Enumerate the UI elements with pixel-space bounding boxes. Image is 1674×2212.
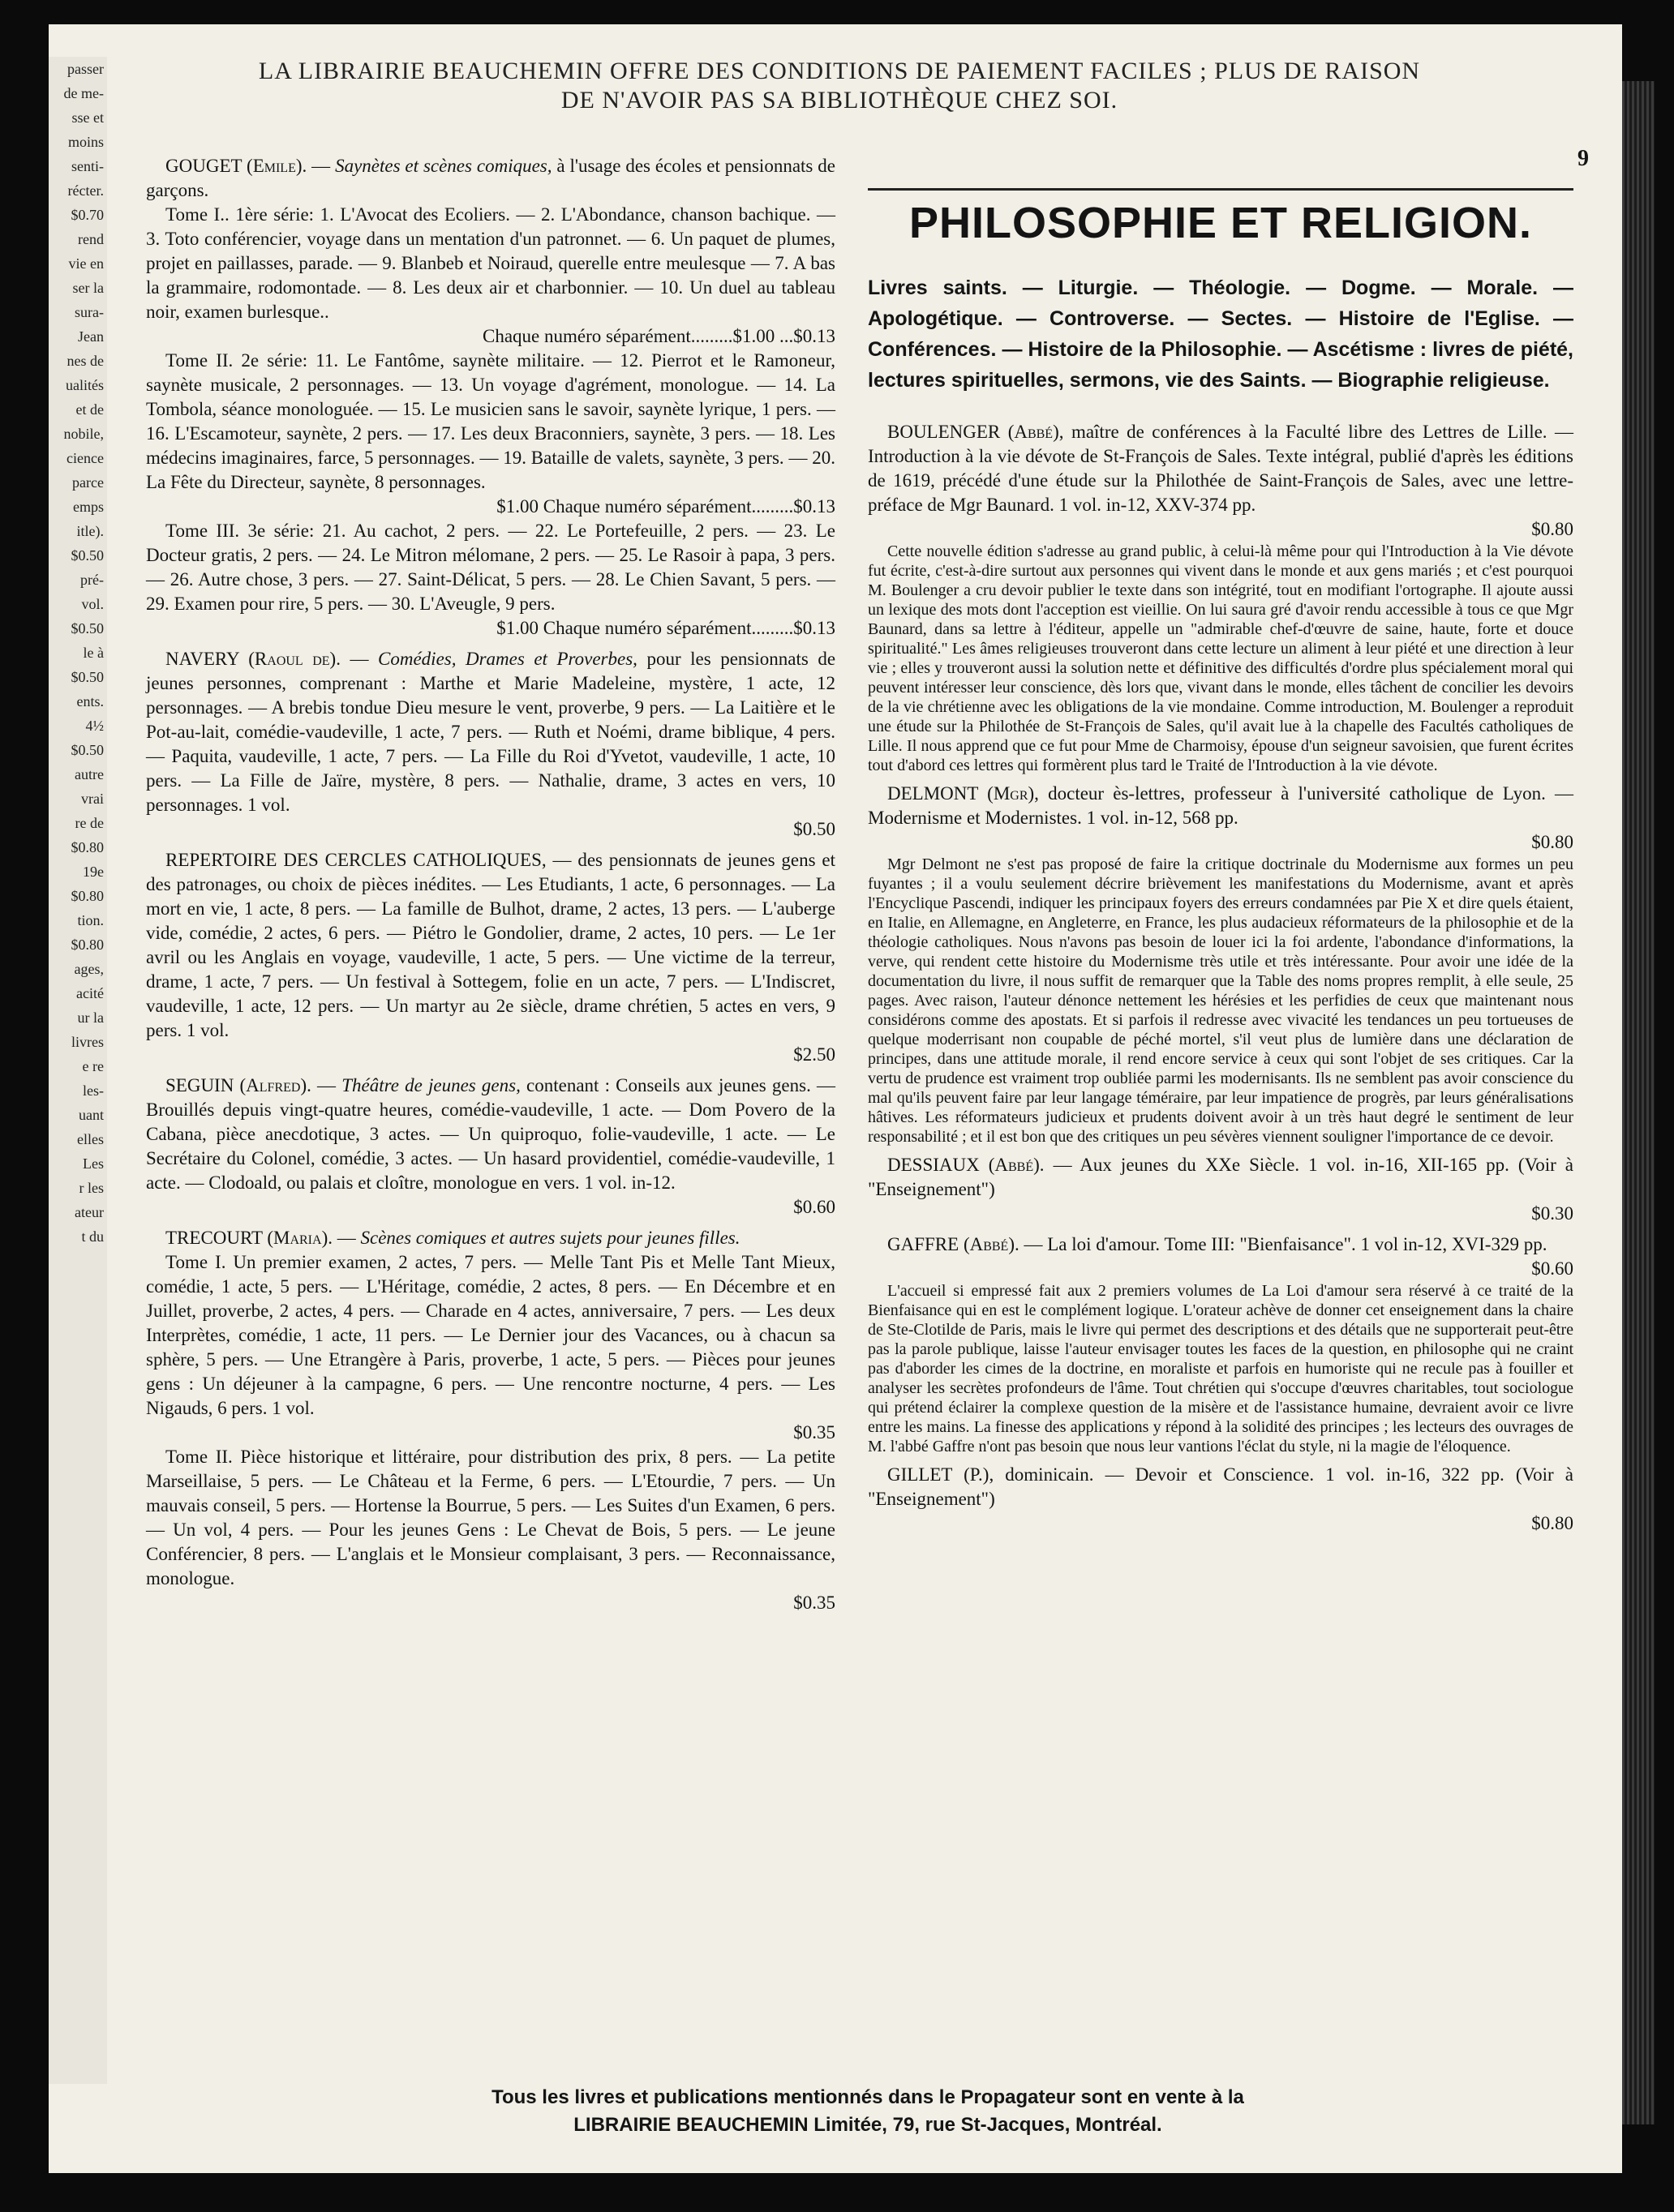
entry-description: maître de conférences à la Faculté libre des Lettres de Lille. — Introduction à la vie dévote de St-François de Sales. Texte intégral, publié d'après les éditions de 1619, précédé d'une étude sur la Philothée de Saint-François de Sales, avec une lettre-préface de Mgr Baunard. 1 vol. in-12, XXV-374 pp.	[868, 422, 1573, 515]
catalog-entry	[868, 1153, 1573, 1226]
section-title: PHILOSOPHIE ET RELIGION.	[908, 199, 1533, 247]
entry-price: $0.30	[1531, 1203, 1573, 1224]
entry-author: GOUGET (Emile).	[165, 156, 307, 176]
strip-line: vrai	[81, 791, 104, 807]
strip-line: $0.50	[71, 547, 104, 564]
strip-line: 4½	[85, 718, 104, 734]
entry-price: $0.35	[793, 1593, 835, 1613]
entry-description: pour les pensionnats de jeunes personnes, comprenant : Marthe et Marie Madeleine, mystère, 1 acte, 12 personnages. — A brebis tondue Dieu mesure le vent, proverbe, 9 pers. — La Laitière et le Pot-au-lait, comédie-vaudeville, 1 acte, 7 pers. — Ruth et Noémi, drame biblique, 4 pers. — Paquita, vaudeville, 1 acte, 7 pers. — La Fille du Roi d'Yvetot, vaudeville, 1 acte, 10 pers. — La Fille de Jaïre, mystère, 8 pers. — Nathalie, drame, 3 actes en vers, 10 personnages. 1 vol.	[146, 649, 836, 815]
header-line-1: LA LIBRAIRIE BEAUCHEMIN OFFRE DES CONDITIONS DE PAIEMENT FACILES ; PLUS DE RAISON	[258, 58, 1421, 84]
entry-volume: Tome III. 3e série: 21. Au cachot, 2 pers. — 22. Le Portefeuille, 2 pers. — 23. Le Docteur gratis, 2 pers. — 24. Le Mitron mélomane, 2 pers. — 25. Le Rasoir à papa, 3 pers. — 26. Autre chose, 3 pers. — 27. Saint-Délicat, 5 pers. — 28. Le Chien Savant, 5 pers. — 29. Examen pour rire, 5 pers. — 30. L'Aveugle, 9 pers.	[146, 521, 835, 614]
entry-price: $1.00 Chaque numéro séparément.........$0.13	[496, 618, 835, 638]
strip-line: senti-	[71, 158, 104, 174]
entry-volume: Tome I.. 1ère série: 1. L'Avocat des Ecoliers. — 2. L'Abondance, chanson bachique. — 3. Toto conférencier, voyage dans un mentation d'un patronnet. — 6. Un paquet de plumes, projet en paillasses, parade. — 9. Blanbeb et Noiraud, querelle entre meulesque — 7. A bas la grammaire, rodomontade. — 8. Les deux air et charbonnier. — 10. Un duel au tableau noir, examen burlesque..	[146, 204, 835, 322]
strip-line: sura-	[75, 304, 104, 320]
right-column	[868, 186, 1573, 1542]
catalog-entry	[868, 1232, 1573, 1456]
entry-heading: GOUGET (Emile). — Saynètes et scènes comiques, à l'usage des écoles et pensionnats de garçons.	[146, 156, 835, 200]
strip-line: moins	[67, 134, 104, 150]
strip-line: $0.80	[71, 839, 104, 855]
entry-description: dominicain. — Devoir et Conscience. 1 vol. in-16, 322 pp. (Voir à "Enseignement")	[868, 1464, 1573, 1509]
strip-line: tion.	[77, 912, 104, 928]
entry-price: $0.80	[1531, 832, 1573, 852]
catalog-entry	[146, 1226, 835, 1615]
strip-line: re de	[75, 815, 104, 831]
entry-author: GILLET (P.),	[887, 1464, 994, 1485]
entry-heading	[868, 1232, 1573, 1257]
strip-line: $0.50	[71, 669, 104, 685]
entry-title: Comédies, Drames et Proverbes,	[378, 649, 637, 669]
catalog-entry	[146, 154, 835, 641]
catalog-entry	[146, 848, 835, 1067]
entry-price: $0.60	[1531, 1258, 1573, 1279]
catalog-entry	[868, 420, 1573, 775]
entry-heading	[868, 1463, 1573, 1511]
strip-line: r les	[79, 1180, 104, 1196]
strip-line: itle).	[76, 523, 104, 539]
catalog-entry	[146, 1074, 835, 1220]
strip-line: ser la	[72, 280, 104, 296]
entry-heading: TRECOURT (Maria). — Scènes comiques et autres sujets pour jeunes filles.	[165, 1228, 740, 1248]
entry-price: $0.80	[1531, 1513, 1573, 1533]
strip-line: ents.	[76, 693, 104, 709]
strip-line: les-	[83, 1082, 104, 1099]
strip-line: pré-	[80, 572, 104, 588]
entry-price: $0.80	[1531, 519, 1573, 539]
entry-description: — Aux jeunes du XXe Siècle. 1 vol. in-16, XII-165 pp. (Voir à "Enseignement")	[868, 1155, 1573, 1199]
strip-line: ur la	[77, 1010, 104, 1026]
entry-description: docteur ès-lettres, professeur à l'université catholique de Lyon. — Modernisme et Modernistes. 1 vol. in-12, 568 pp.	[868, 783, 1573, 828]
entry-author: REPERTOIRE DES CERCLES CATHOLIQUES,	[165, 850, 547, 870]
page-header	[170, 57, 1509, 115]
strip-line: Jean	[78, 328, 104, 345]
entry-heading: NAVERY (Raoul de). — Comédies, Drames et Proverbes, pour les pensionnats de jeunes personnes, comprenant : Marthe et Marie Madeleine, mystère, 1 acte, 12 personnages. — A brebis tondue Dieu mesure le vent, proverbe, 9 pers. — La Laitière et le Pot-au-lait, comédie-vaudeville, 1 acte, 7 pers. — Ruth et Noémi, drame biblique, 4 pers. — Paquita, vaudeville, 1 acte, 7 pers. — La Fille du Roi d'Yvetot, vaudeville, 1 acte, 10 pers. — La Fille de Jaïre, mystère, 8 pers. — Nathalie, drame, 3 actes en vers, 10 personnages. 1 vol.	[146, 649, 836, 815]
strip-line: Les	[83, 1155, 104, 1172]
entry-author: DELMONT (Mgr),	[887, 783, 1039, 804]
right-entries	[868, 420, 1573, 1536]
page-sheet	[49, 24, 1622, 2173]
strip-line: $0.50	[71, 742, 104, 758]
entry-price: $2.50	[793, 1044, 835, 1065]
entry-volume: Tome I. Un premier examen, 2 actes, 7 pers. — Melle Tant Pis et Melle Tant Mieux, comédie, 1 acte, 5 pers. — L'Héritage, comédie, 2 actes, 8 pers. — En Décembre et en Juillet, proverbe, 2 actes, 4 pers. — Charade en 4 actes, anniversaire, 7 pers. — Les deux Interprètes, comédie, 1 acte, 11 pers. — Le Dernier jour des Vacances, ou à chacun sa sphère, 5 pers. — Une Etrangère à Paris, proverbe, 1 acte, 5 pers. — Pièces pour jeunes gens : Un déjeuner à la campagne, 6 pers. — Une rencontre nocturne, 4 pers. — Les Nigauds, 6 pers. 1 vol.	[146, 1252, 835, 1418]
entry-author: BOULENGER (Abbé),	[887, 422, 1064, 442]
entry-author: GAFFRE (Abbé).	[887, 1234, 1019, 1254]
entry-price: Chaque numéro séparément.........$1.00 ...$0.13	[483, 326, 835, 346]
entry-author: SEGUIN (Alfred).	[165, 1075, 311, 1095]
strip-line: rend	[78, 231, 104, 247]
strip-line: elles	[77, 1131, 104, 1147]
strip-line: $0.70	[71, 207, 104, 223]
entry-volume: Tome II. 2e série: 11. Le Fantôme, saynète militaire. — 12. Pierrot et le Ramoneur, saynète musicale, 2 personnages. — 13. Un voyage d'agrément, monologue. — 14. La Tombola, séance monologuée. — 15. Le musicien sans le savoir, saynète lyrique, 1 pers. — 16. L'Escamoteur, saynète, 2 pers. — 17. Les deux Braconniers, saynète, 3 pers. — 18. Les médecins imaginaires, farce, 5 personnages. — 19. Bataille de valets, saynète, 3 pers. — 20. La Fête du Directeur, saynète, 8 personnages.	[146, 350, 835, 492]
entry-title: Scènes comiques et autres sujets pour jeunes filles.	[360, 1228, 740, 1248]
entry-author: DESSIAUX (Abbé).	[887, 1155, 1045, 1175]
footer-line-1: Tous les livres et publications mentionnés dans le Propagateur sont en vente à la	[491, 2086, 1244, 2108]
entry-price: $0.60	[793, 1197, 835, 1217]
strip-line: le à	[83, 645, 104, 661]
entry-heading	[868, 782, 1573, 830]
strip-line: parce	[72, 474, 104, 491]
entry-description: des pensionnats de jeunes gens et des patronages, ou choix de pièces inédites. — Les Etudiants, 1 acte, 6 personnages. — La mort en vie, 1 acte, 8 pers. — La famille de Bulhot, drame, 2 actes, 13 pers. — L'auberge vide, comédie, 2 actes, 6 pers. — Piétro le Gondolier, drame, 2 actes, 10 pers. — Le 1er avril ou les Anglais en voyage, vaudeville, 1 acte, 5 pers. — Une victime de la terreur, drame, 1 acte, 7 pers. — Un festival à Sottegem, folie en un acte, 7 pers. — L'Indiscret, vaudeville, 1 acte, 12 pers. — Un martyr au 2e siècle, drame chrétien, 5 actes en vers, 9 pers. 1 vol.	[146, 850, 836, 1040]
entry-heading	[868, 420, 1573, 517]
entry-review: L'accueil si empressé fait aux 2 premiers volumes de La Loi d'amour sera réservé à ce traité de la Bienfaisance qui en est le complément logique. L'orateur achève de donner cet enseignement dans la chaire de Ste-Clotilde de Paris, mais le livre qui permet des descriptions et des détails que ne supporterait peut-être pas la parole publique, laisse l'auteur envisager toutes les faces de la question, en philosophe qui ne craint pas d'aborder les cimes de la doctrine, en moraliste et parfois en humoriste qui ne recule pas à fouiller et analyser les secrètes profondeurs de l'âme. Tout chrétien qui s'occupe d'œuvres charitables, tout sociologue qui prétend éclairer la complexe question de la misère et de l'assistance humaine, devraient avoir ce livre entre les mains. La finesse des applications y répond à la solidité des principes ; les lecteurs des ouvrages de M. l'abbé Gaffre n'ont pas besoin que nous leur vantions l'éclat du style, ni la magie de l'éloquence.	[868, 1282, 1573, 1455]
entry-author: TRECOURT (Maria).	[165, 1228, 333, 1248]
entry-price: $1.00 Chaque numéro séparément.........$0.13	[496, 496, 835, 517]
strip-line: uant	[79, 1107, 104, 1123]
strip-line: cience	[67, 450, 104, 466]
strip-line: ateur	[75, 1204, 104, 1220]
strip-line: vol.	[81, 596, 104, 612]
catalog-entry	[868, 782, 1573, 1147]
entry-price: $0.35	[793, 1422, 835, 1443]
strip-line: passer	[67, 61, 104, 77]
entry-heading: SEGUIN (Alfred). — Théâtre de jeunes gens, contenant : Conseils aux jeunes gens. — Brouillés depuis vingt-quatre heures, comédie-vaudeville, 1 acte. — Dom Povero de la Cabana, pièce anecdotique, 3 actes. — Un quiproquo, folie-vaudeville, 1 acte. — Le Secrétaire du Colonel, comédie, 3 actes. — Un hasard providentiel, comédie-vaudeville, 1 acte. — Clodoald, ou palais et cloître, monologue en vers. 1 vol. in-12.	[146, 1075, 835, 1193]
strip-line: autre	[75, 766, 104, 782]
strip-line: $0.80	[71, 937, 104, 953]
section-subjects: Livres saints. — Liturgie. — Théologie. — Dogme. — Morale. — Apologétique. — Controverse. — Sectes. — Histoire de l'Eglise. — Conférences. — Histoire de la Philosophie. — Ascétisme : livres de piété, lectures spirituelles, sermons, vie des Saints. — Biographie religieuse.	[868, 276, 1573, 392]
page-footer	[260, 2084, 1476, 2139]
strip-line: $0.50	[71, 620, 104, 637]
catalog-entry	[146, 647, 835, 842]
entry-price: $0.50	[793, 819, 835, 839]
entry-heading	[868, 1153, 1573, 1202]
book-edge	[1622, 81, 1655, 2124]
strip-line: de me-	[63, 85, 104, 101]
strip-line: sse et	[71, 109, 104, 126]
strip-line: acité	[76, 985, 104, 1001]
strip-line: vie en	[68, 255, 104, 272]
strip-line: 19e	[83, 864, 104, 880]
entry-volume: Tome II. Pièce historique et littéraire, pour distribution des prix, 8 pers. — La petite Marseillaise, 5 pers. — Le Château et la Ferme, 6 pers. — L'Etourdie, 7 pers. — Un mauvais conseil, 5 pers. — Hortense la Bourrue, 5 pers. — Les Suites d'un Examen, 6 pers. — Un vol, 4 pers. — Pour les jeunes Gens : Le Chevat de Bois, 5 pers. — Le jeune Conférencier, 8 pers. — L'anglais et le Monsieur complaisant, 3 pers. — Reconnaissance, monologue.	[146, 1447, 835, 1588]
strip-line: ages,	[74, 961, 104, 977]
entry-description: — La loi d'amour. Tome III: "Bienfaisance". 1 vol in-12, XVI-329 pp.	[1024, 1234, 1547, 1254]
adjacent-page-strip	[49, 57, 107, 2084]
entry-title: Théâtre de jeunes gens,	[341, 1075, 521, 1095]
entry-description: à l'usage des écoles et pensionnats de garçons.	[146, 156, 835, 200]
strip-line: t du	[81, 1228, 104, 1245]
entry-author: NAVERY (Raoul de).	[165, 649, 341, 669]
strip-line: $0.80	[71, 888, 104, 904]
strip-line: récter.	[67, 182, 104, 199]
page-number: 9	[1577, 146, 1589, 171]
footer-line-2: LIBRAIRIE BEAUCHEMIN Limitée, 79, rue St-Jacques, Montréal.	[573, 2114, 1162, 2136]
strip-line: ualités	[66, 377, 104, 393]
entry-description: contenant : Conseils aux jeunes gens. — Brouillés depuis vingt-quatre heures, comédie-vaudeville, 1 acte. — Dom Povero de la Cabana, pièce anecdotique, 3 actes. — Un quiproquo, folie-vaudeville, 1 acte. — Le Secrétaire du Colonel, comédie, 3 actes. — Un hasard providentiel, comédie-vaudeville, 1 acte. — Clodoald, ou palais et cloître, monologue en vers. 1 vol. in-12.	[146, 1075, 835, 1193]
strip-line: e re	[82, 1058, 104, 1074]
strip-line: nobile,	[63, 426, 104, 442]
strip-line: livres	[71, 1034, 104, 1050]
left-column	[146, 154, 835, 1622]
entry-review: Cette nouvelle édition s'adresse au grand public, à celui-là même pour qui l'Introduction à la Vie dévote fut écrite, c'est-à-dire surtout aux personnes qui vivent dans le monde et aux gens mariés ; et c'est pourquoi M. Boulenger a cru devoir publier le texte dans son intégrité, tout en modifiant l'ortographe. Il ajoute aussi un lexique des mots dont l'acception est vieillie. On lui saura gré d'avoir rendu accessible à tous ce que Mgr Baunard, dans sa lettre à l'éditeur, appelle un "admirable chef-d'œuvre de saine, haute, forte et douce spiritualité." Les âmes religieuses trouveront dans cette lecture un aliment à leur piété et une direction à leur vie ; elles y trouveront aussi la solution nette et définitive des difficultés d'ordre plus spécialement moral qui peuvent intéresser leur conscience, dès lors que, vivant dans le monde, elles tâchent de concilier les devoirs de la vie chrétienne avec les obligations de la vie mondaine. Comme introduction, M. Boulenger a reproduit une étude sur la Philothée de St-François de Sales, qu'il avait lue à la chapelle des Facultés catholiques de Lille. Il nous apprend que ce fut pour Mme de Charmoisy, épouse d'un seigneur savoisien, que furent écrites tout d'abord ces lettres qui formèrent plus tard le Traité de l'Introduction à la vie dévote.	[868, 542, 1573, 774]
strip-line: emps	[73, 499, 104, 515]
header-line-2: DE N'AVOIR PAS SA BIBLIOTHÈQUE CHEZ SOI.	[560, 87, 1118, 114]
entry-title: Saynètes et scènes comiques,	[335, 156, 552, 176]
entry-review: Mgr Delmont ne s'est pas proposé de faire la critique doctrinale du Modernisme aux formes un peu fuyantes ; il a voulu seulement décrire brièvement les manifestations du Modernisme, avant et après l'Encyclique Pascendi, indiquer les principaux foyers des erreurs condamnées par Pie X et dire quels étaient, en Italie, en Allemagne, en Angleterre, en France, les plus audacieux réformateurs de la philosophie et de la théologie catholiques. Nous n'avons pas besoin de louer ici la foi ardente, l'abondance d'informations, la verve, qui rendent cette histoire du Modernisme très utile et très intéressante. Pour avoir une idée de la documentation du livre, il nous suffit de remarquer que la Table des noms propres remplit, à elle seule, 25 pages. Avec raison, l'auteur dénonce nettement les hérésies et les perfidies de ceux que maintenant nous considérons comme des apostats. Et si parfois il redresse avec vivacité les tendances un peu tortueuses de quelque moderrisant non coupable de péché mortel, s'il veut plus de lumière dans une déclaration de principes, dans une attitude morale, il rend encore service à ceux qui sont l'objet de ses critiques. Car la vertu de prudence est vraiment trop oubliée parmi les modernisants. Ils ne semblent pas avoir conscience du mal qu'ils peuvent faire par leur langage téméraire, par leur impatience de progrès, par leurs généralisations hâtives. Les réformateurs judicieux et prudents doivent avoir à un très haut degré le sentiment de leur responsabilité ; et il est bon que des critiques un peu sévères viennent souligner l'importance de ce devoir.	[868, 855, 1573, 1146]
entry-heading: REPERTOIRE DES CERCLES CATHOLIQUES, — des pensionnats de jeunes gens et des patronages, ou choix de pièces inédites. — Les Etudiants, 1 acte, 6 personnages. — La mort en vie, 1 acte, 8 pers. — La famille de Bulhot, drame, 2 actes, 13 pers. — L'auberge vide, comédie, 2 actes, 6 pers. — Piétro le Gondolier, drame, 2 actes, 10 pers. — Le 1er avril ou les Anglais en voyage, vaudeville, 1 acte, 5 pers. — Une victime de la terreur, drame, 1 acte, 7 pers. — Un festival à Sottegem, folie en un acte, 7 pers. — L'Indiscret, vaudeville, 1 acte, 12 pers. — Un martyr au 2e siècle, drame chrétien, 5 actes en vers, 9 pers. 1 vol.	[146, 850, 836, 1040]
strip-line: et de	[75, 401, 104, 418]
catalog-entry	[868, 1463, 1573, 1536]
strip-line: nes de	[67, 353, 104, 369]
